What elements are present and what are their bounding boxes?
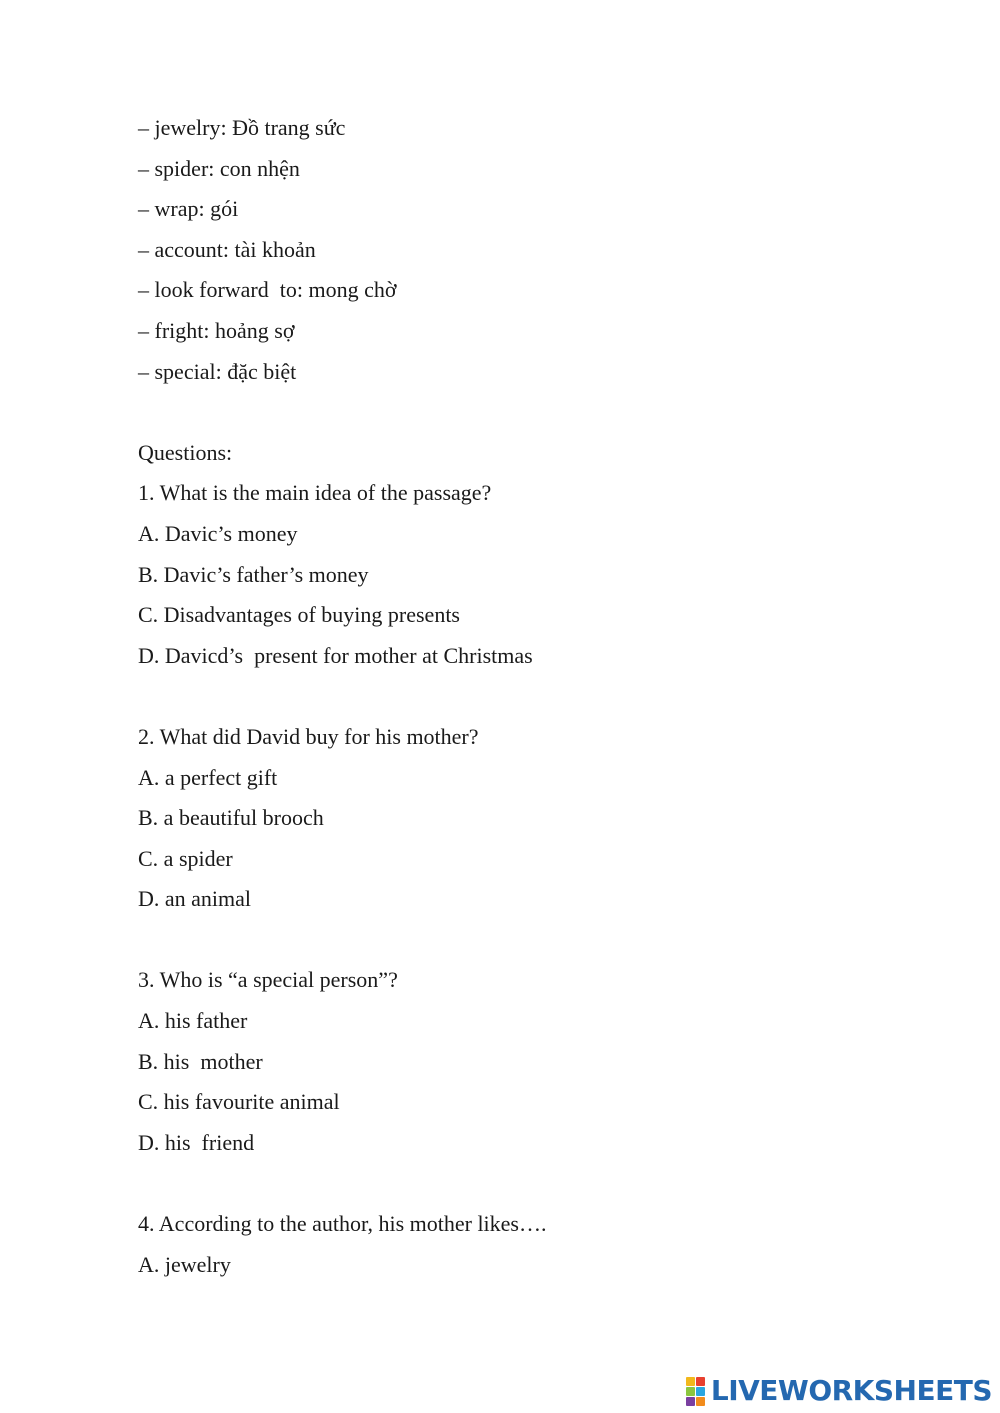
question-prompt: 2. What did David buy for his mother?	[138, 723, 479, 749]
question-prompt: 3. Who is “a special person”?	[138, 967, 398, 993]
question-1	[138, 473, 898, 676]
vocab-item: – account: tài khoản	[138, 236, 316, 262]
questions-heading: Questions:	[138, 439, 233, 465]
question-4	[138, 1204, 898, 1285]
vocab-item: – wrap: gói	[138, 196, 239, 222]
worksheet-content	[138, 108, 898, 1285]
spacer	[138, 1163, 898, 1204]
answer-option: B. a beautiful brooch	[138, 805, 324, 831]
spacer	[138, 920, 898, 961]
spacer	[138, 392, 898, 433]
question-prompt: 1. What is the main idea of the passage?	[138, 480, 492, 506]
answer-option: C. Disadvantages of buying presents	[138, 602, 460, 628]
watermark-text: LIVEWORKSHEETS	[710, 1374, 992, 1407]
vocab-item: – look forward to: mong chờ	[138, 277, 397, 303]
answer-option: B. Davic’s father’s money	[138, 561, 369, 587]
question-3	[138, 960, 898, 1163]
vocabulary-list	[138, 108, 898, 392]
answer-option: A. his father	[138, 1008, 248, 1034]
spacer	[138, 676, 898, 717]
answer-option: B. his mother	[138, 1048, 263, 1074]
vocab-item: – special: đặc biệt	[138, 358, 297, 384]
liveworksheets-watermark	[686, 1375, 992, 1407]
question-2	[138, 717, 898, 920]
answer-option: D. Davicd’s present for mother at Christmas	[138, 642, 533, 668]
vocab-item: – fright: hoảng sợ	[138, 317, 295, 343]
vocab-item: – jewelry: Đồ trang sức	[138, 115, 346, 140]
answer-option: C. his favourite animal	[138, 1089, 340, 1115]
liveworksheets-logo-icon	[686, 1377, 705, 1406]
answer-option: A. a perfect gift	[138, 764, 278, 790]
question-prompt: 4. According to the author, his mother likes….	[138, 1211, 547, 1237]
answer-option: C. a spider	[138, 845, 233, 871]
answer-option: D. his friend	[138, 1129, 255, 1155]
answer-option: A. Davic’s money	[138, 520, 298, 546]
vocab-item: – spider: con nhện	[138, 155, 300, 181]
answer-option: D. an animal	[138, 886, 252, 912]
answer-option: A. jewelry	[138, 1251, 231, 1277]
